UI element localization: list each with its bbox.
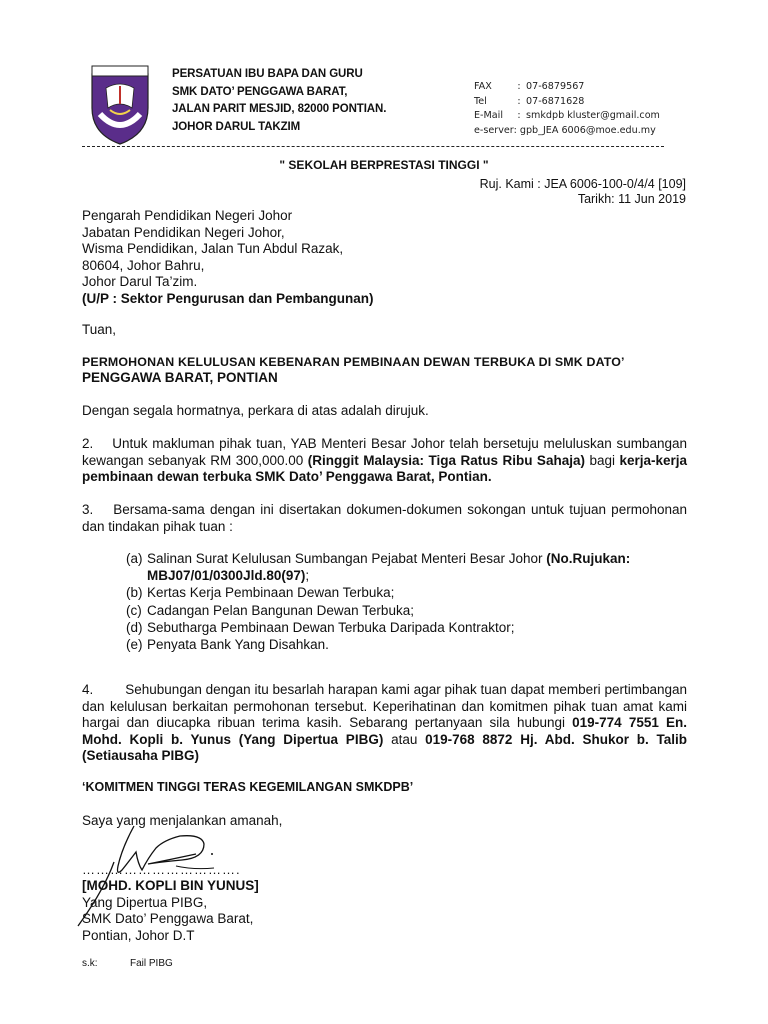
- list-item: (c) Cadangan Pelan Bangunan Dewan Terbuka;: [126, 602, 414, 618]
- paragraph-4: 4. Sehubungan dengan itu besarlah harapan kami agar pihak tuan dapat memberi pertimbangan dan kelulusan berkaitan permohonan tersebut. Keperihatinan dan komitmen pihak tuan amat kami hargai dan diucapka ribuan terima kasih. Sebarang pertanyaan sila hubungi 019-774 7551 En. Mohd. Kopli b. Yunus (Yang Dipertua PIBG) atau 019-768 8872 Hj. Abd. Shukor b. Talib (Setiausaha PIBG): [82, 682, 687, 764]
- address-line: Johor Darul Ta’zim.: [82, 274, 198, 290]
- signer-place: Pontian, Johor D.T: [82, 927, 195, 943]
- list-item: (a) Salinan Surat Kelulusan Sumbangan Pejabat Menteri Besar Johor (No.Rujukan:: [126, 551, 631, 566]
- org-line: JALAN PARIT MESJID, 82000 PONTIAN.: [172, 103, 387, 115]
- signer-title: Yang Dipertua PIBG,: [82, 894, 208, 910]
- header-divider: [82, 146, 664, 147]
- contact-block: [474, 80, 660, 138]
- closing-line: Saya yang menjalankan amanah,: [82, 813, 283, 828]
- list-item: (b) Kertas Kerja Pembinaan Dewan Terbuka;: [126, 585, 395, 601]
- recipient-address: [82, 208, 374, 308]
- salutation: Tuan,: [82, 322, 117, 337]
- address-line: Jabatan Pendidikan Negeri Johor,: [82, 224, 285, 240]
- signer-name: [MOHD. KOPLI BIN YUNUS]: [82, 878, 259, 893]
- list-item: MBJ07/01/0300Jld.80(97);: [147, 568, 310, 584]
- signer-school: SMK Dato’ Penggawa Barat,: [82, 911, 254, 927]
- signer-block: [82, 878, 259, 944]
- list-item: (d) Sebutharga Pembinaan Dewan Terbuka Daripada Kontraktor;: [126, 619, 515, 635]
- paragraph-3: 3. Bersama-sama dengan ini disertakan dokumen-dokumen sokongan untuk tujuan permohonan dan tindakan pihak tuan :: [82, 502, 687, 534]
- org-header: [172, 66, 386, 136]
- cc-value: Fail PIBG: [130, 958, 173, 969]
- contact-eserver: e-server: gpb_JEA 6006@moe.edu.my: [474, 124, 656, 136]
- paragraph-2: 2. Untuk makluman pihak tuan, YAB Menteri Besar Johor telah bersetuju meluluskan sumbangan kewangan sebanyak RM 300,000.00 (Ringgit Malaysia: Tiga Ratus Ribu Sahaja) bagi kerja-kerja pembinaan dewan terbuka SMK Dato’ Penggawa Barat, Pontian.: [82, 436, 688, 485]
- para-number: 2.: [82, 436, 94, 451]
- cc-line: [82, 958, 173, 969]
- opening-sentence: Dengan segala hormatnya, perkara di atas adalah dirujuk.: [82, 403, 429, 418]
- reference-number: Ruj. Kami : JEA 6006-100-0/4/4 [109]: [479, 177, 686, 191]
- cc-label: s.k:: [82, 958, 98, 969]
- address-line: Pengarah Pendidikan Negeri Johor: [82, 208, 293, 223]
- list-item: (e) Penyata Bank Yang Disahkan.: [126, 637, 329, 653]
- contact-email: E-Mail : smkdpb kluster@gmail.com: [474, 110, 660, 122]
- org-line: PERSATUAN IBU BAPA DAN GURU: [172, 68, 363, 80]
- address-line: 80604, Johor Bahru,: [82, 257, 205, 273]
- slogan: ‘KOMITMEN TINGGI TERAS KEGEMILANGAN SMKDPB’: [82, 780, 414, 794]
- school-logo: [88, 64, 152, 146]
- document-list: [126, 550, 630, 653]
- subject-line-2: PENGGAWA BARAT, PONTIAN: [82, 370, 278, 385]
- school-motto: " SEKOLAH BERPRESTASI TINGGI ": [279, 158, 489, 172]
- para-number: 4.: [82, 682, 94, 697]
- letter-date: Tarikh: 11 Jun 2019: [577, 192, 686, 206]
- contact-tel: Tel : 07-6871628: [474, 95, 585, 107]
- subject: [82, 355, 687, 385]
- org-line: JOHOR DARUL TAKZIM: [172, 120, 301, 133]
- attention-line: (U/P : Sektor Pengurusan dan Pembangunan): [82, 290, 374, 306]
- address-line: Wisma Pendidikan, Jalan Tun Abdul Razak,: [82, 241, 344, 257]
- reference-block: [480, 177, 686, 207]
- signature-dots: …………………………….: [82, 862, 241, 877]
- subject-line-1: PERMOHONAN KELULUSAN KEBENARAN PEMBINAAN DEWAN TERBUKA DI SMK DATO’: [82, 355, 625, 369]
- org-line: SMK DATO’ PENGGAWA BARAT,: [172, 85, 348, 98]
- contact-fax: FAX : 07-6879567: [474, 81, 585, 92]
- para-number: 3.: [82, 502, 94, 517]
